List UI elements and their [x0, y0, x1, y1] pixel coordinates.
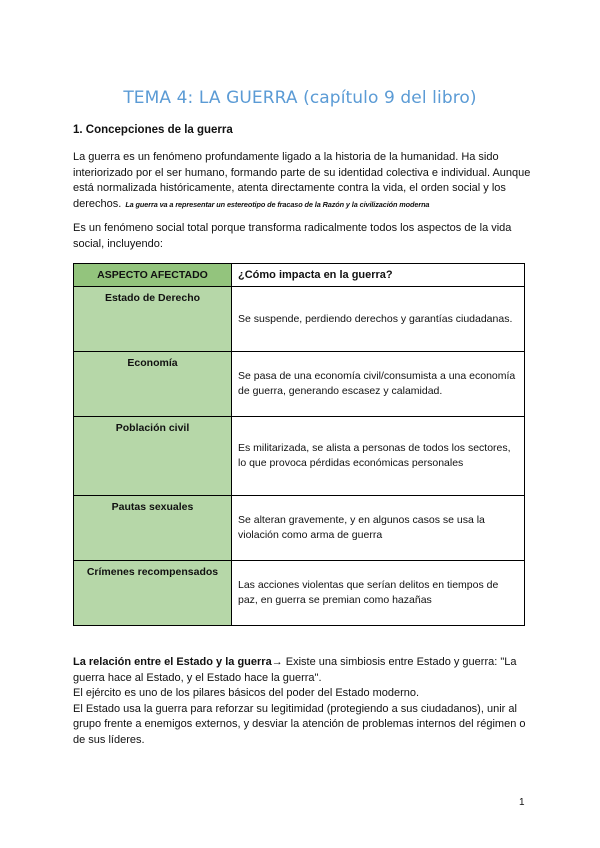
- relation-line-3: El Estado usa la guerra para reforzar su legitimidad (protegiendo a sus ciudadanos), unir al grupo frente a enemigos externos, y desviar la atención de problemas internos del régimen o de sus líderes.: [73, 702, 526, 746]
- relation-text: Existe una simbiosis entre Estado y guerra: "La guerra hace al Estado, y el Estado hace la guerra".: [73, 656, 517, 684]
- impact-cell: Las acciones violentas que serían delitos en tiempos de paz, en guerra se premian como hazañas: [232, 561, 525, 626]
- relation-heading: La relación entre el Estado y la guerra: [73, 656, 272, 668]
- intro-note: La guerra va a representar un estereotipo de fracaso de la Razón y la civilización moderna: [125, 199, 430, 209]
- aspect-cell: Economía: [74, 352, 232, 417]
- intro-paragraph: [73, 150, 533, 212]
- section-heading: 1. Concepciones de la guerra: [73, 124, 233, 136]
- header-aspect: ASPECTO AFECTADO: [74, 264, 232, 287]
- aspect-cell: Crímenes recompensados: [74, 561, 232, 626]
- table-row: [74, 561, 525, 626]
- state-war-relation: [73, 655, 535, 749]
- table-row: [74, 417, 525, 496]
- relation-line-2: El ejército es uno de los pilares básicos del poder del Estado moderno.: [73, 687, 420, 700]
- aspect-cell: Estado de Derecho: [74, 287, 232, 352]
- impact-cell: Se alteran gravemente, y en algunos casos se usa la violación como arma de guerra: [232, 496, 525, 561]
- impact-cell: Es militarizada, se alista a personas de todos los sectores, lo que provoca pérdidas económicas personales: [232, 417, 525, 496]
- page-number: 1: [519, 797, 525, 808]
- impact-cell: Se pasa de una economía civil/consumista a una economía de guerra, generando escasez y calamidad.: [232, 352, 525, 417]
- relation-line-1: [73, 655, 535, 686]
- aspect-cell: Población civil: [74, 417, 232, 496]
- table-row: [74, 496, 525, 561]
- aspect-cell: Pautas sexuales: [74, 496, 232, 561]
- page-title: TEMA 4: LA GUERRA (capítulo 9 del libro): [123, 88, 477, 108]
- table-header-row: [74, 264, 525, 287]
- arrow-icon: →: [271, 656, 283, 668]
- intro-text: La guerra es un fenómeno profundamente ligado a la historia de la humanidad. Ha sido interiorizado por el ser humano, formando parte de su identidad colectiva e individual. Aunque está normalizada históricamente, atenta directamente contra la vida, el orden social y los derechos.: [73, 151, 531, 210]
- table-row: [74, 287, 525, 352]
- total-phenomenon-paragraph: Es un fenómeno social total porque transforma radicalmente todos los aspectos de la vida social, incluyendo:: [73, 222, 512, 250]
- table-row: [74, 352, 525, 417]
- header-impact: ¿Cómo impacta en la guerra?: [232, 264, 525, 287]
- impact-cell: Se suspende, perdiendo derechos y garantías ciudadanas.: [232, 287, 525, 352]
- aspects-table: [73, 263, 525, 626]
